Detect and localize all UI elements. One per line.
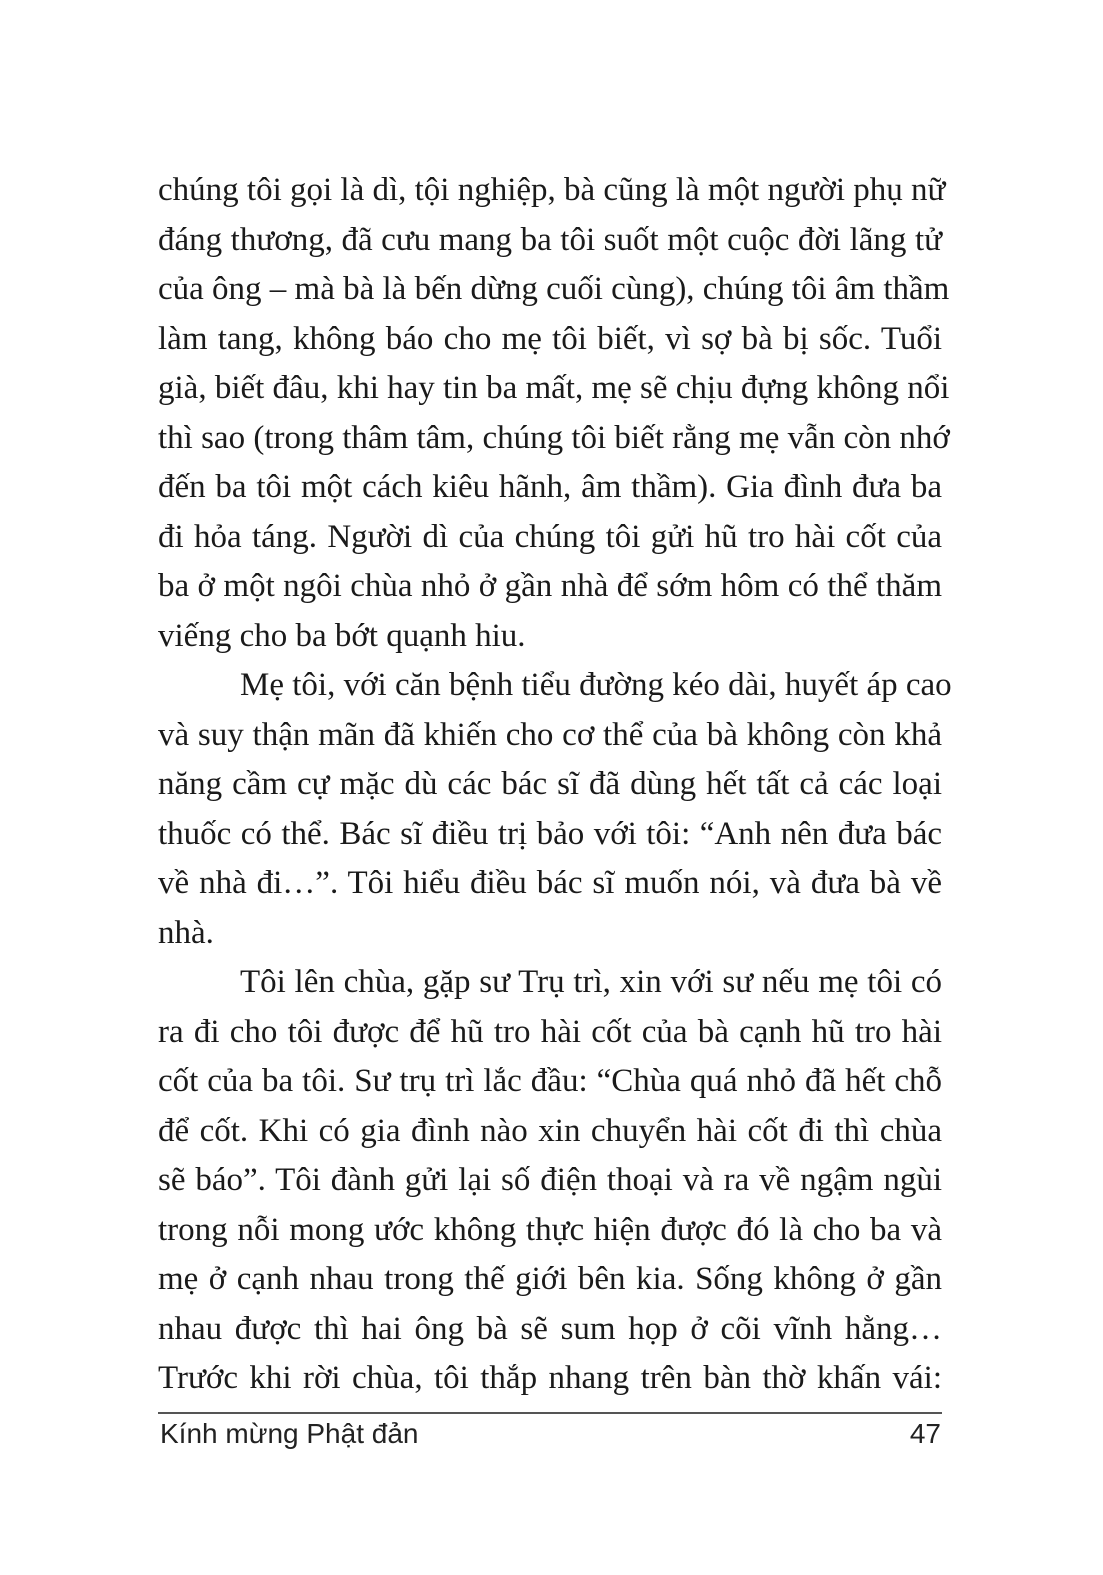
text-line: để cốt. Khi có gia đình nào xin chuyển hài cốt đi thì chùa [158,1112,942,1149]
text-line: sẽ báo”. Tôi đành gửi lại số điện thoại và ra về ngậm ngùi [158,1162,942,1198]
text-line: nhau được thì hai ông bà sẽ sum họp ở cõi vĩnh hằng… [158,1310,942,1347]
text-line: đến ba tôi một cách kiêu hãnh, âm thầm). Gia đình đưa ba [158,469,942,505]
text-line: mẹ ở cạnh nhau trong thế giới bên kia. Sống không ở gần [158,1261,942,1297]
text-line: về nhà đi…”. Tôi hiểu điều bác sĩ muốn nói, và đưa bà về [158,865,942,901]
text-line: và suy thận mãn đã khiến cho cơ thể của bà không còn khả [158,716,942,753]
text-line: nhà. [158,914,214,951]
text-line: đáng thương, đã cưu mang ba tôi suốt một cuộc đời lãng tử [158,221,942,258]
body-text [158,166,952,1404]
text-line: Mẹ tôi, với căn bệnh tiểu đường kéo dài, huyết áp cao [240,667,952,703]
text-line: chúng tôi gọi là dì, tội nghiệp, bà cũng là một người phụ nữ [158,172,946,208]
footer-divider [158,1412,942,1414]
page-number: 47 [909,1418,941,1449]
running-footer-title: Kính mừng Phật đản [160,1418,419,1449]
text-line: ra đi cho tôi được để hũ tro hài cốt của bà cạnh hũ tro hài [158,1013,942,1050]
text-line: đi hỏa táng. Người dì của chúng tôi gửi hũ tro hài cốt của [158,518,942,555]
text-line: già, biết đâu, khi hay tin ba mất, mẹ sẽ chịu đựng không nổi [158,370,950,406]
text-line: ba ở một ngôi chùa nhỏ ở gần nhà để sớm hôm có thể thăm [158,568,942,604]
text-line: của ông – mà bà là bến dừng cuối cùng), chúng tôi âm thầm [158,271,950,307]
text-line: làm tang, không báo cho mẹ tôi biết, vì sợ bà bị sốc. Tuổi [158,320,942,357]
text-line: trong nỗi mong ước không thực hiện được đó là cho ba và [158,1211,942,1248]
text-line: viếng cho ba bớt quạnh hiu. [158,617,526,654]
text-line: thì sao (trong thâm tâm, chúng tôi biết rằng mẹ vẫn còn nhớ [158,419,950,456]
text-line: năng cầm cự mặc dù các bác sĩ đã dùng hết tất cả các loại [158,766,942,802]
text-line: Trước khi rời chùa, tôi thắp nhang trên bàn thờ khấn vái: [158,1360,942,1396]
text-line: Tôi lên chùa, gặp sư Trụ trì, xin với sư nếu mẹ tôi có [240,964,942,1000]
text-line: thuốc có thể. Bác sĩ điều trị bảo với tôi: “Anh nên đưa bác [158,815,942,852]
text-line: cốt của ba tôi. Sư trụ trì lắc đầu: “Chùa quá nhỏ đã hết chỗ [158,1063,942,1099]
